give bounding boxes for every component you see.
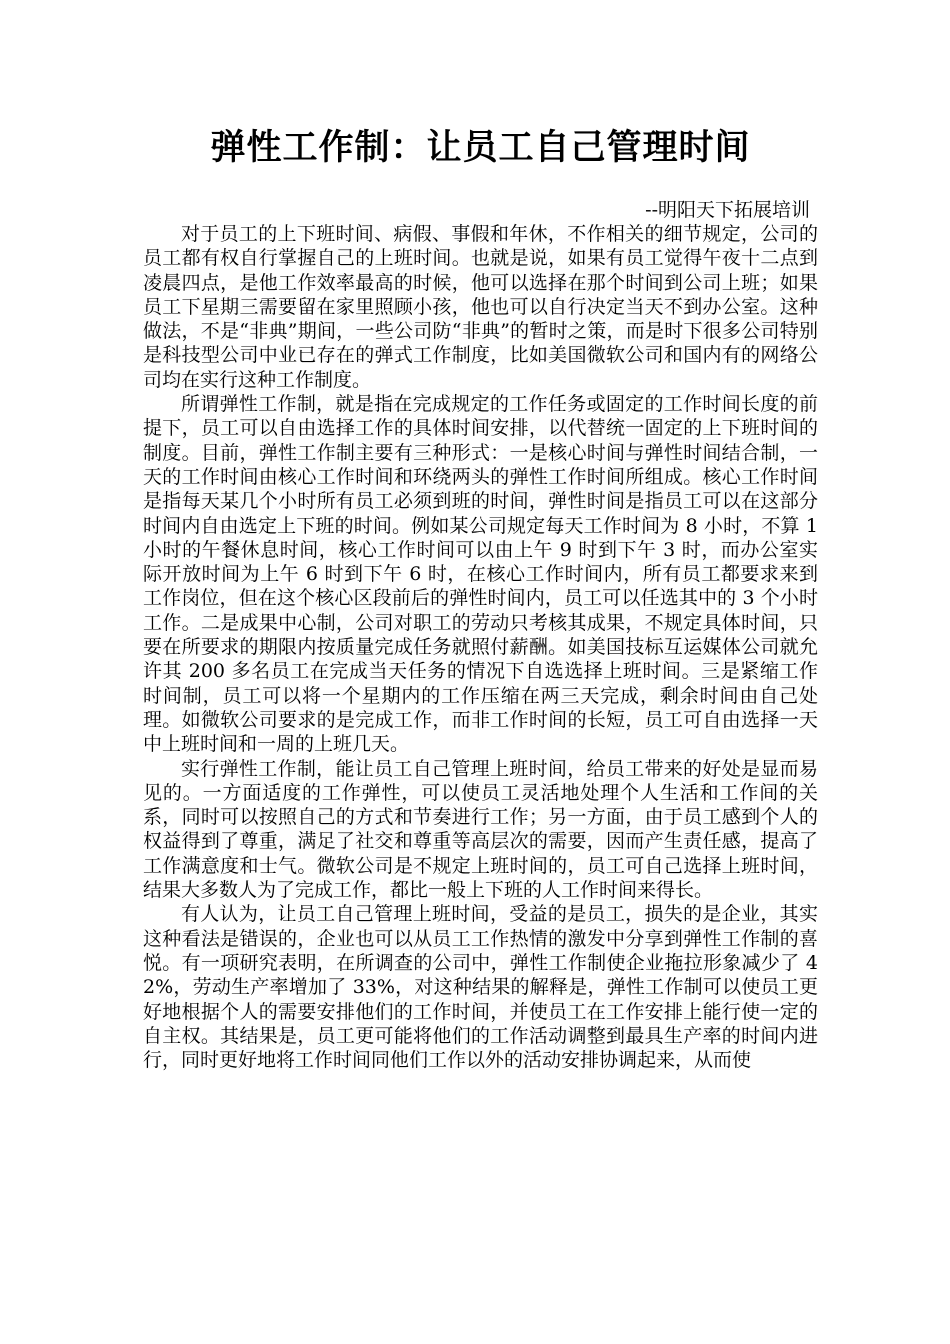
paragraph-2: 所谓弹性工作制，就是指在完成规定的工作任务或固定的工作时间长度的前提下，员工可以自由选择工作的具体时间安排，以代替统一固定的上下班时间的制度。目前，弹性工作制主要有三种形式：一是核心时间与弹性时间结合制，一天的工作时间由核心工作时间和环绕两头的弹性工作时间所组成。核心工作时间是指每天某几个小时所有员工必须到班的时间，弹性时间是指员工可以在这部分时间内自由选定上下班的时间。例如某公司规定每天工作时间为 8 小时，不算 1 小时的午餐休息时间，核心工作时间可以由上午 9 时到下午 3 时，而办公室实际开放时间为上午 6 时到下午 6 时，在核心工作时间内，所有员工都要求来到工作岗位，但在这个核心区段前后的弹性时间内，员工可以任选其中的 3 个小时工作。二是成果中心制，公司对职工的劳动只考核其成果，不规定具体时间，只要在所要求的期限内按质量完成任务就照付薪酬。如美国技标互运媒体公司就允许其 200 多名员工在完成当天任务的情况下自选选择上班时间。三是紧缩工作时间制，员工可以将一个星期内的工作压缩在两三天完成，剩余时间由自己处理。如微软公司要求的是完成工作，而非工作时间的长短，员工可自由选择一天中上班时间和一周的上班几天。 bbox=[143, 393, 818, 756]
document-byline: --明阳天下拓展培训 bbox=[645, 199, 810, 221]
paragraph-3: 实行弹性工作制，能让员工自己管理上班时间，给员工带来的好处是显而易见的。一方面适度的工作弹性，可以使员工灵活地处理个人生活和工作间的关系，同时可以按照自己的方式和节奏进行工作；另一方面，由于员工感到个人的权益得到了尊重，满足了社交和尊重等高层次的需要，因而产生责任感，提高了工作满意度和士气。微软公司是不规定上班时间的，员工可自己选择上班时间，结果大多数人为了完成工作，都比一般上下班的人工作时间来得长。 bbox=[143, 757, 818, 902]
paragraph-4: 有人认为，让员工自己管理上班时间，受益的是员工，损失的是企业，其实这种看法是错误的，企业也可以从员工工作热情的激发中分享到弹性工作制的喜悦。有一项研究表明，在所调查的公司中，弹性工作制使企业拖拉形象减少了 42%，劳动生产率增加了 33%，对这种结果的解释是，弹性工作制可以使员工更好地根据个人的需要安排他们的工作时间，并使员工在工作安排上能行使一定的自主权。其结果是，员工更可能将他们的工作活动调整到最具生产率的时间内进行，同时更好地将工作时间同他们工作以外的活动安排协调起来，从而使 bbox=[143, 903, 818, 1072]
document-body bbox=[143, 118, 818, 1072]
document-title: 弹性工作制：让员工自己管理时间 bbox=[210, 127, 751, 168]
paragraph-1: 对于员工的上下班时间、病假、事假和年休，不作相关的细节规定，公司的员工都有权自行掌握自己的上班时间。也就是说，如果有员工觉得午夜十二点到凌晨四点，是他工作效率最高的时候，他可以选择在那个时间到公司上班；如果员工下星期三需要留在家里照顾小孩，他也可以自行决定当天不到办公室。这种做法，不是“非典”期间，一些公司防“非典”的暂时之策，而是时下很多公司特别是科技型公司中业已存在的弹式工作制度，比如美国微软公司和国内有的网络公司均在实行这种工作制度。 bbox=[143, 223, 818, 391]
